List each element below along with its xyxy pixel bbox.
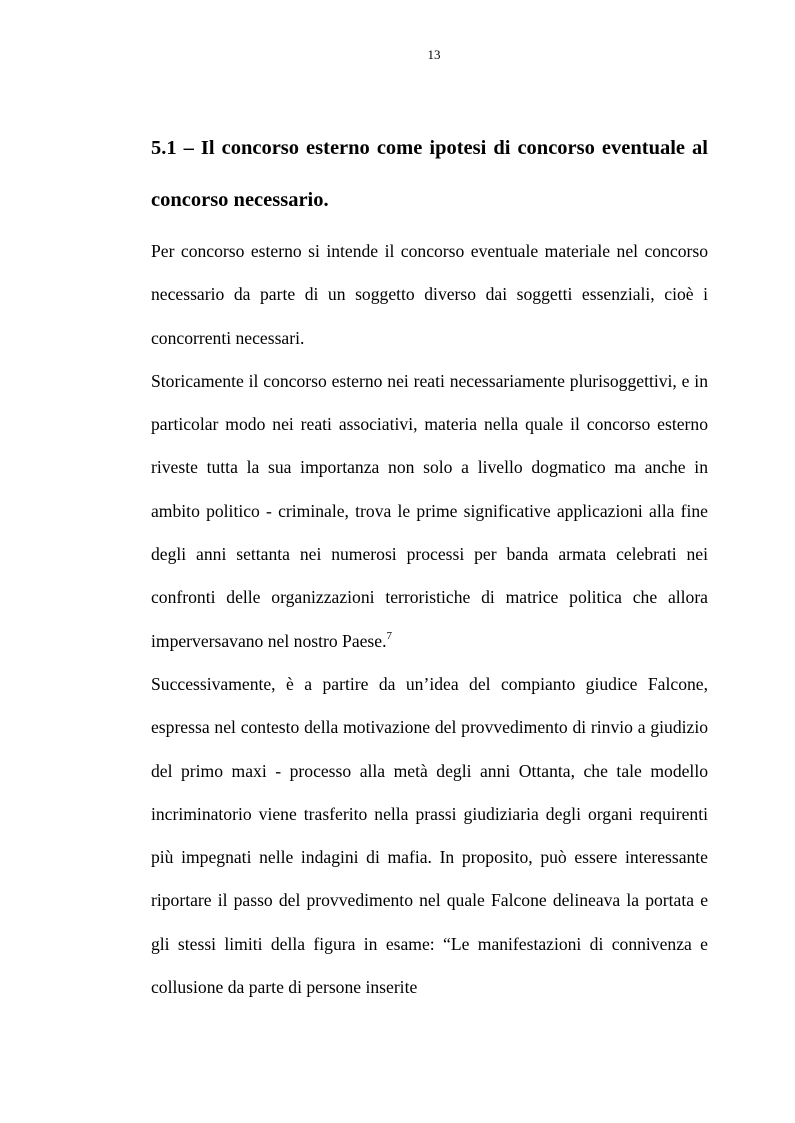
paragraph-text: Successivamente, è a partire da un’idea del compianto giudice Falcone, espressa nel contesto della motivazione del provvedimento di rinvio a giudizio del primo maxi - processo alla metà degli anni Ottanta, che tale modello incriminatorio viene trasferito nella prassi giudiziaria degli organi requirenti più impegnati nelle indagini di mafia. In proposito, può essere interessante riportare il passo del provvedimento nel quale Falcone delineava la portata e gli stessi limiti della figura in esame: “Le manifestazioni di connivenza e collusione da parte di persone inserite (151, 673, 708, 998)
page-body (151, 122, 708, 1009)
footnote-reference[interactable]: 7 (386, 629, 392, 642)
paragraph-definition (151, 230, 708, 360)
paragraph-text: Storicamente il concorso esterno nei reati necessariamente plurisoggettivi, e in particolar modo nei reati associativi, materia nella quale il concorso esterno riveste tutta la sua importanza non solo a livello dogmatico ma anche in ambito politico - criminale, trova le prime significative applicazioni alla fine degli anni settanta nei numerosi processi per banda armata celebrati nei confronti delle organizzazioni terroristiche di matrice politica che allora imperversavano nel nostro Paese. (151, 370, 708, 651)
paragraph-history (151, 360, 708, 663)
paragraph-falcone (151, 663, 708, 1009)
section-heading: 5.1 – Il concorso esterno come ipotesi di concorso eventuale al concorso necessario. (151, 137, 708, 211)
paragraph-text: Per concorso esterno si intende il concorso eventuale materiale nel concorso necessario da parte di un soggetto diverso dai soggetti essenziali, cioè i concorrenti necessari. (151, 241, 708, 348)
page-number: 13 (427, 47, 441, 62)
